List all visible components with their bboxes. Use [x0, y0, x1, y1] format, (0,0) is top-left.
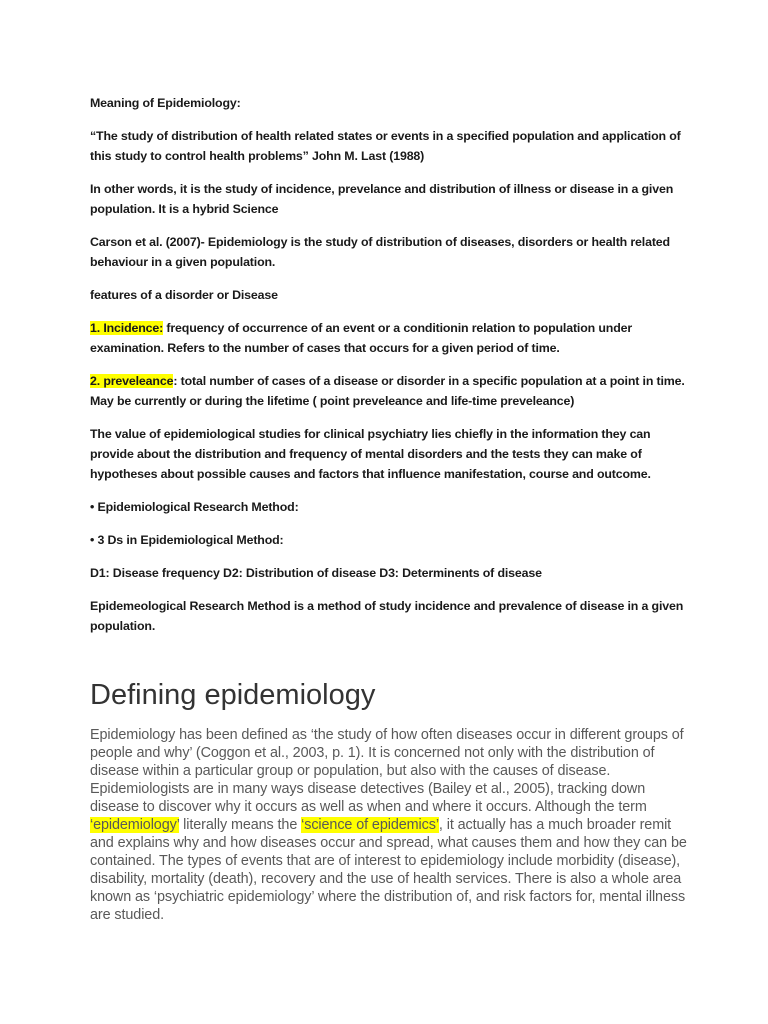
prevalence-paragraph: [90, 371, 690, 411]
prevalence-label: 2. preveleance: [90, 374, 174, 388]
prevalence-text: : total number of cases of a disease or disorder in a specific population at a point in time. May be currently or during the lifetime ( point preveleance and life-time preveleance): [90, 374, 685, 408]
incidence-text: frequency of occurrence of an event or a conditionin relation to population under examination. Refers to the number of cases that occurs for a given period of time.: [90, 321, 633, 355]
other-words-paragraph: In other words, it is the study of incidence, prevelance and distribution of illness or disease in a given population. It is a hybrid Science: [90, 182, 674, 216]
research-method-paragraph: Epidemeological Research Method is a method of study incidence and prevalence of disease in a given population.: [90, 599, 684, 633]
highlight-epidemiology: ‘epidemiology’: [90, 817, 180, 833]
highlight-science-of-epidemics: ‘science of epidemics’: [301, 817, 439, 833]
section-body-part1: Epidemiology has been defined as ‘the study of how often diseases occur in different groups of people and why’ (Coggon et al., 2003, p. 1). It is concerned not only with the distribution of disease within a particular group or population, but also with the causes of disease. Epidemiologists are in many ways disease detectives (Bailey et al., 2005), tracking down disease to discover why it occurs as well as when and where it occurs. Although the term: [90, 727, 684, 815]
section-body: [90, 726, 690, 924]
bullet-research-method: • Epidemiological Research Method:: [90, 500, 299, 514]
features-heading: features of a disorder or Disease: [90, 288, 278, 302]
defining-epidemiology-section: [90, 676, 690, 924]
incidence-label: 1. Incidence:: [90, 321, 164, 335]
bullet-3ds: • 3 Ds in Epidemiological Method:: [90, 533, 284, 547]
section-body-part3: , it actually has a much broader remit and explains why and how diseases occur and spread, what causes them and how they can be contained. The types of events that are of interest to epidemiology include morbidity (disease), disability, mortality (death), recovery and the use of health services. There is also a whole area known as ‘psychiatric epidemiology’ where the distribution of, and risk factors for, mental illness are studied.: [90, 817, 687, 923]
section-body-part2: literally means the: [179, 817, 302, 833]
ds-line: D1: Disease frequency D2: Distribution of disease D3: Determinents of disease: [90, 566, 542, 580]
incidence-paragraph: [90, 318, 690, 358]
quote-paragraph: “The study of distribution of health related states or events in a specified population and application of this study to control health problems” John M. Last (1988): [90, 129, 681, 163]
carson-paragraph: Carson et al. (2007)- Epidemiology is the study of distribution of diseases, disorders or health related behaviour in a given population.: [90, 235, 670, 269]
section-title: Defining epidemiology: [90, 679, 376, 711]
notes-block: [90, 93, 690, 649]
value-paragraph: The value of epidemiological studies for clinical psychiatry lies chiefly in the information they can provide about the distribution and frequency of mental disorders and the tests they can make of hypotheses about possible causes and factors that influence manifestation, course and outcome.: [90, 427, 651, 481]
notes-heading: Meaning of Epidemiology:: [90, 96, 241, 110]
